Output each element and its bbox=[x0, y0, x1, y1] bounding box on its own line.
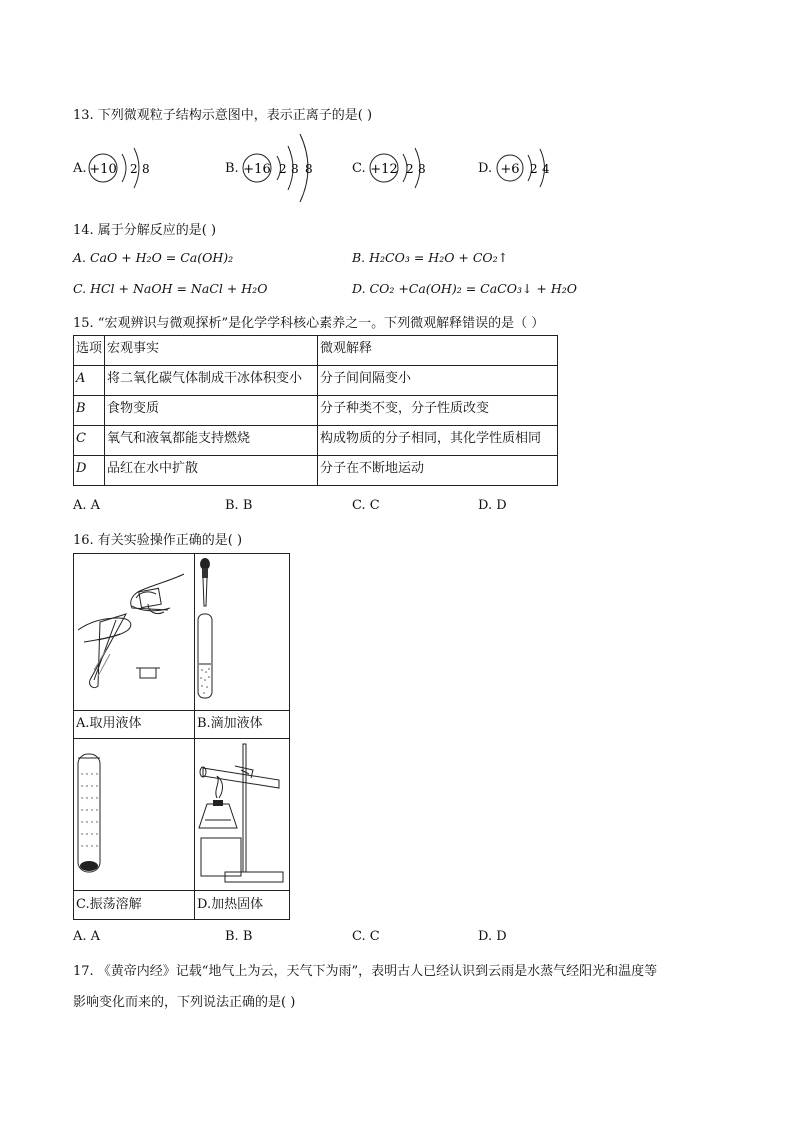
q13-stem: 13. 下列微观粒子结构示意图中，表示正离子的是( ) bbox=[73, 108, 373, 123]
q16-figure-grid bbox=[73, 553, 290, 920]
table-row: A 将二氧化碳气体制成干冰体积变小 分子间间隔变小 bbox=[74, 366, 558, 396]
svg-text:+6: +6 bbox=[500, 162, 520, 177]
q13-option-a-letter: A. bbox=[73, 161, 87, 176]
q16-stem: 16. 有关实验操作正确的是( ) bbox=[73, 533, 243, 548]
q15-answer-d[interactable]: D. D bbox=[478, 498, 507, 513]
q16-answer-c[interactable]: C. C bbox=[352, 929, 380, 944]
atom-diagram-b bbox=[238, 126, 328, 206]
svg-text:2: 2 bbox=[130, 162, 138, 176]
q15-table bbox=[73, 335, 558, 486]
q17-stem-line2: 影响变化而来的，下列说法正确的是( ) bbox=[73, 995, 296, 1010]
svg-text:+16: +16 bbox=[243, 162, 271, 177]
q14-option-c[interactable]: C. HCl + NaOH = NaCl + H₂O bbox=[73, 281, 268, 296]
svg-text:8: 8 bbox=[142, 162, 150, 176]
figure-caption-a: A.取用液体 bbox=[76, 716, 142, 731]
atom-diagram-d bbox=[494, 136, 564, 200]
svg-text:2: 2 bbox=[279, 162, 287, 176]
q15-stem: 15. “宏观辨识与微观探析”是化学学科核心素养之一。下列微观解释错误的是（ ） bbox=[73, 316, 545, 331]
atom-diagram-c bbox=[366, 136, 446, 200]
pouring-liquid-illustration bbox=[76, 560, 192, 706]
q17-stem-line1: 17. 《黄帝内经》记载“地气上为云，天气下为雨”，表明古人已经认识到云雨是水蒸气经阳光和温度等 bbox=[73, 964, 658, 979]
table-header-row bbox=[74, 336, 558, 366]
figure-caption-c: C.振荡溶解 bbox=[76, 897, 142, 912]
q15-answer-a[interactable]: A. A bbox=[73, 498, 101, 513]
header-cell: 宏观事实 bbox=[105, 336, 318, 366]
table-row: B 食物变质 分子种类不变，分子性质改变 bbox=[74, 396, 558, 426]
header-cell: 选项 bbox=[74, 336, 105, 366]
header-cell: 微观解释 bbox=[318, 336, 558, 366]
table-row: C 氧气和液氧都能支持燃烧 构成物质的分子相同，其化学性质相同 bbox=[74, 426, 558, 456]
table-row: D 品红在水中扩散 分子在不断地运动 bbox=[74, 456, 558, 486]
q13-option-b-letter: B. bbox=[225, 161, 239, 176]
q16-answer-a[interactable]: A. A bbox=[73, 929, 101, 944]
q14-option-a[interactable]: A. CaO + H₂O = Ca(OH)₂ bbox=[73, 250, 234, 265]
q16-answer-b[interactable]: B. B bbox=[225, 929, 253, 944]
svg-text:2: 2 bbox=[530, 162, 538, 176]
figure-caption-d: D.加热固体 bbox=[197, 897, 264, 912]
shaking-tube-illustration bbox=[76, 744, 192, 884]
q13-option-c-letter: C. bbox=[352, 161, 366, 176]
q16-answer-d[interactable]: D. D bbox=[478, 929, 507, 944]
q15-answer-c[interactable]: C. C bbox=[352, 498, 380, 513]
svg-text:2: 2 bbox=[406, 162, 414, 176]
atom-diagram-a bbox=[86, 136, 166, 200]
q14-option-b[interactable]: B. H₂CO₃ = H₂O + CO₂↑ bbox=[352, 250, 509, 265]
nucleus-label-a: +10 bbox=[89, 162, 117, 177]
q14-stem: 14. 属于分解反应的是( ) bbox=[73, 223, 217, 238]
q15-answer-b[interactable]: B. B bbox=[225, 498, 253, 513]
figure-caption-b: B.滴加液体 bbox=[197, 716, 263, 731]
svg-text:4: 4 bbox=[542, 162, 550, 176]
dropper-illustration bbox=[195, 556, 290, 708]
heating-solid-illustration bbox=[195, 742, 290, 888]
q13-option-d-letter: D. bbox=[478, 161, 493, 176]
svg-text:+12: +12 bbox=[370, 162, 398, 177]
svg-text:8: 8 bbox=[305, 162, 313, 176]
svg-text:8: 8 bbox=[291, 162, 299, 176]
svg-text:8: 8 bbox=[418, 162, 426, 176]
q14-option-d[interactable]: D. CO₂ +Ca(OH)₂ = CaCO₃↓ + H₂O bbox=[352, 281, 578, 296]
